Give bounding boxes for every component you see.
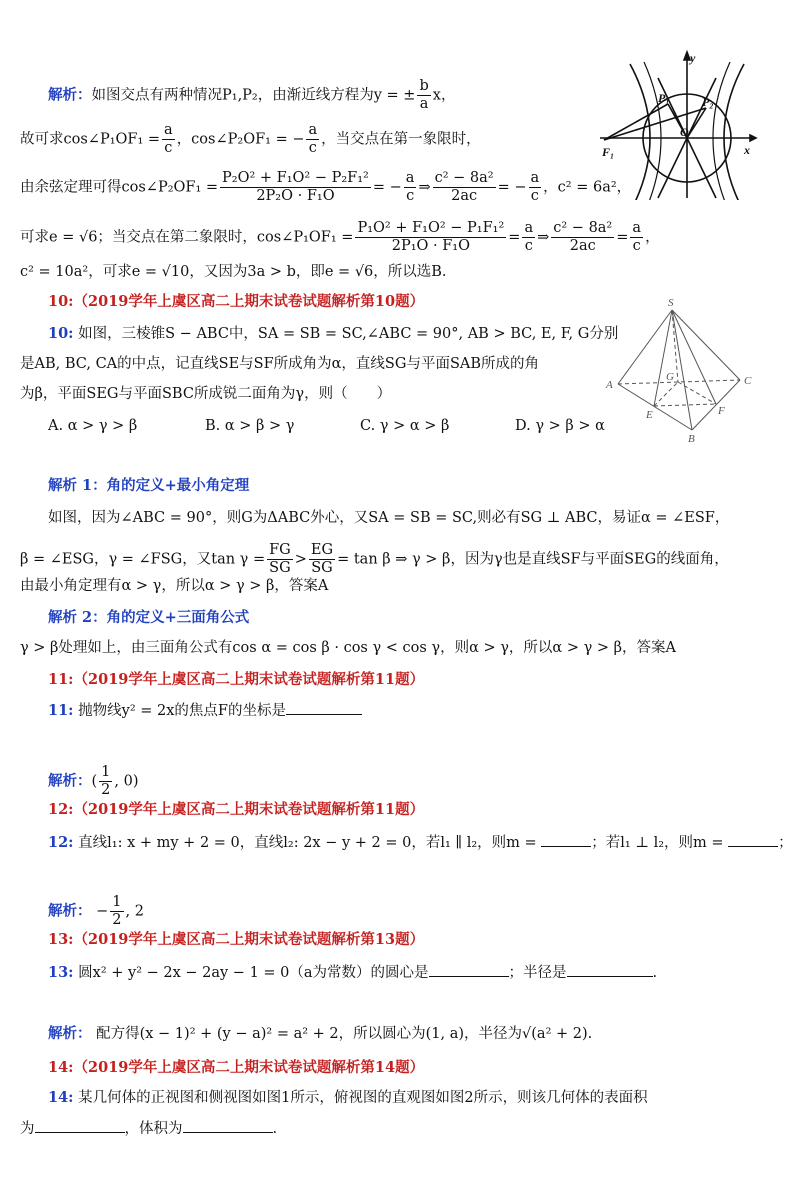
hyperbola-figure xyxy=(598,48,758,200)
fraction: $\frac{a}{c}$ xyxy=(530,170,540,204)
segment-f1-p1 xyxy=(604,104,668,140)
solution2-line1: γ > β处理如上，由三面角公式有cos α = cos β · cos γ < cos γ，则α > γ，所以α > γ > β，答案A xyxy=(20,640,676,656)
fraction: $\frac{\text{P₁O² + F₁O² − P₁F₁²}}{\text{2P₁O · F₁O}}$ xyxy=(357,220,505,254)
fraction: $\frac{a}{c}$ xyxy=(164,122,173,156)
fraction: $\frac{b}{a}$ xyxy=(419,78,429,112)
answer-blank[interactable] xyxy=(541,832,591,847)
hyperbola-right-branch xyxy=(724,64,744,200)
fraction: $\frac{a}{c}$ xyxy=(308,122,318,156)
c-label: C xyxy=(744,375,752,387)
solution1-line1: 如图，因为∠ABC = 90°，则G为ΔABC外心，又SA = SB = SC,则必有SG ⊥ ABC，易证α = ∠ESF， xyxy=(48,510,730,526)
option-a[interactable]: A. α > γ > β xyxy=(48,418,138,434)
answer-blank[interactable] xyxy=(567,962,653,977)
hyperbola-right-branch-outer xyxy=(713,62,730,200)
fraction: $\frac{FG}{SG}$ xyxy=(269,542,291,576)
s-label: S xyxy=(668,297,674,309)
fraction: $\frac{a}{c}$ xyxy=(632,220,642,254)
hyperbola-left-branch-outer xyxy=(644,62,661,200)
f-label: F xyxy=(718,405,725,417)
option-d[interactable]: D. γ > β > α xyxy=(515,418,605,434)
q10-line2: 是AB, BC, CA的中点，记直线SE与SF所成角为α，直线SG与平面SAB所成的角 xyxy=(20,356,540,372)
q13-answer: 解析： 配方得(x − 1)² + (y − a)² = a² + 2，所以圆心为(1, a)，半径为√(a² + 2). xyxy=(48,1025,593,1042)
fraction: $\frac{1}{2}$ xyxy=(101,764,111,798)
x-axis-arrow xyxy=(750,135,756,141)
p9-line4: 可求e = √6；当交点在第二象限时，cos∠P₁OF₁ = $\frac{\text{P₁O² + F₁O² − P₁F₁²}}{\text{2P₁O · F₁O}}$ = $\frac{a}{c}$ ⇒ $\frac{\text{c² − 8a²}}{2ac}$ = $\frac{a}{c}$ ， xyxy=(20,220,660,254)
f1-label: F₁ xyxy=(602,145,615,159)
g-label: G xyxy=(666,371,674,383)
solution1-title: 解析 1：角的定义+最小角定理 xyxy=(48,477,250,494)
q10-line1: 10: 如图，三棱锥S − ABC中，SA = SB = SC,∠ABC = 90°, AB > BC, E, F, G分别 xyxy=(48,325,619,342)
fraction: $\frac{\text{c² − 8a²}}{2ac}$ xyxy=(553,220,613,254)
fraction: $\frac{a}{c}$ xyxy=(405,170,415,204)
fraction: $\frac{\text{c² − 8a²}}{2ac}$ xyxy=(434,170,494,204)
pyramid-figure xyxy=(602,296,772,446)
q11-answer: 解析：( $\frac{1}{2}$ , 0) xyxy=(48,764,139,798)
answer-blank[interactable] xyxy=(286,700,362,715)
answer-blank[interactable] xyxy=(183,1118,273,1133)
p2-label: P₂ xyxy=(702,95,714,109)
p9-line1: 解析：如图交点有两种情况P₁,P₂，由渐近线方程为y = ± $\frac{b}{a}$ x， xyxy=(48,78,456,112)
x-label: x xyxy=(744,143,750,157)
edge-ab xyxy=(618,384,692,430)
answer-blank[interactable] xyxy=(728,832,778,847)
a-label: A xyxy=(606,379,613,391)
p9-line2: 故可求cos∠P₁OF₁ = $\frac{a}{c}$ ，cos∠P₂OF₁ = − $\frac{a}{c}$ ，当交点在第一象限时， xyxy=(20,122,481,156)
p1-label: P₁ xyxy=(658,91,670,105)
q14-line2: 为 ，体积为 . xyxy=(20,1118,277,1139)
segment-f1-p2 xyxy=(604,108,706,140)
q13-heading: 13:（2019学年上虞区高二上期末试卷试题解析第13题） xyxy=(48,931,425,948)
fraction: $\frac{EG}{SG}$ xyxy=(310,542,334,576)
q14-line1: 14: 某几何体的正视图和侧视图如图1所示，俯视图的直观图如图2所示，则该几何体的表面积 xyxy=(48,1089,648,1106)
edge-sa xyxy=(618,310,672,384)
y-label: y xyxy=(690,51,696,65)
fraction: $\frac{a}{c}$ xyxy=(524,220,534,254)
q13-question: 13: 圆x² + y² − 2x − 2ay − 1 = 0（a为常数）的圆心是 ；半径是 . xyxy=(48,964,658,981)
q10-line3: 为β，平面SEG与平面SBC所成锐二面角为γ，则（ ） xyxy=(20,386,392,402)
fraction: $\frac{1}{2}$ xyxy=(112,894,122,928)
solution2-title: 解析 2：角的定义+三面角公式 xyxy=(48,609,250,626)
q10-heading: 10:（2019学年上虞区高二上期末试卷试题解析第10题） xyxy=(48,293,425,310)
q12-question: 12: 直线l₁: x + my + 2 = 0，直线l₂: 2x − y + 2 = 0，若l₁ ∥ l₂，则m = ；若l₁ ⊥ l₂，则m = ； xyxy=(48,834,793,851)
b-label: B xyxy=(688,433,695,445)
solution1-line3: 由最小角定理有α > γ，所以α > γ > β，答案A xyxy=(20,578,329,594)
q12-answer: 解析： − $\frac{1}{2}$ , 2 xyxy=(48,894,144,928)
hyperbola-left-branch xyxy=(630,64,650,200)
analysis-label: 解析： xyxy=(48,86,92,104)
p9-line3: 由余弦定理可得cos∠P₂OF₁ = $\frac{\text{P₂O² + F₁O² − P₂F₁²}}{\text{2P₂O · F₁O}}$ = − $\frac{a}{c}$ ⇒ $\frac{\text{c² − 8a²}}{2ac}$ = − $\frac{a}{c}$ ，c² = 6a²， xyxy=(20,170,632,204)
e-label: E xyxy=(646,409,653,421)
fraction: $\frac{\text{P₂O² + F₁O² − P₂F₁²}}{\text{2P₂O · F₁O}}$ xyxy=(222,170,369,204)
q12-heading: 12:（2019学年上虞区高二上期末试卷试题解析第11题） xyxy=(48,801,425,818)
edge-ac xyxy=(618,380,740,384)
q14-heading: 14:（2019学年上虞区高二上期末试卷试题解析第14题） xyxy=(48,1059,425,1076)
q11-heading: 11:（2019学年上虞区高二上期末试卷试题解析第11题） xyxy=(48,671,425,688)
solution1-line2: β = ∠ESG，γ = ∠FSG，又tan γ = $\frac{FG}{SG}$ > $\frac{EG}{SG}$ = tan β ⇒ γ > β，因为γ也是直线SF与平面SEG的线面角， xyxy=(20,542,729,576)
edge-se xyxy=(654,310,672,406)
answer-blank[interactable] xyxy=(429,962,509,977)
option-c[interactable]: C. γ > α > β xyxy=(360,418,450,434)
p9-line5: c² = 10a²，可求e = √10，又因为3a > b，即e = √6，所以选B. xyxy=(20,264,447,280)
answer-blank[interactable] xyxy=(35,1118,125,1133)
edge-sf xyxy=(672,310,716,404)
edge-ef xyxy=(654,404,716,406)
q11-question: 11: 抛物线y² = 2x的焦点F的坐标是 xyxy=(48,700,362,721)
option-b[interactable]: B. α > β > γ xyxy=(205,418,295,434)
o-label: O xyxy=(680,125,689,139)
